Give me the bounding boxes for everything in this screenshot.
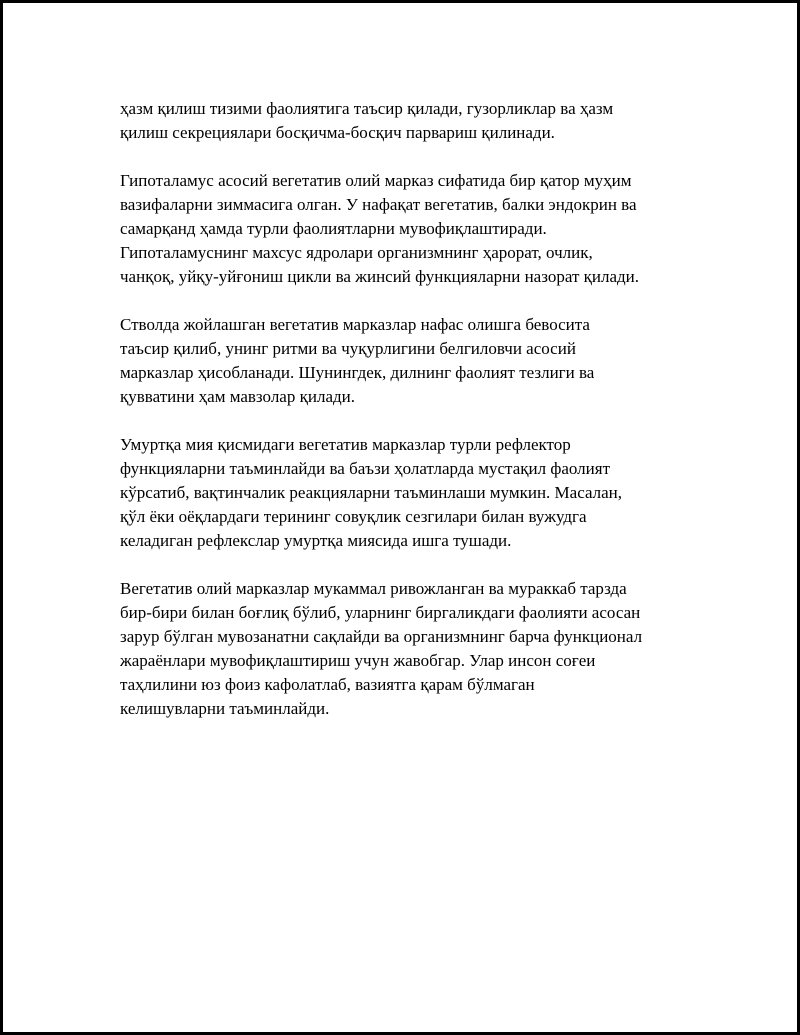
text-line: вазифаларни зиммасига олган. У нафақат вегетатив, балки эндокрин ва [120,195,637,214]
paragraph [120,313,695,409]
paragraph [120,169,695,289]
paragraph [120,433,695,553]
text-line: қўл ёки оёқлардаги терининг совуқлик сезгилари билан вужудга [120,507,587,526]
text-line: Стволда жойлашган вегетатив марказлар нафас олишга бевосита [120,315,590,334]
paragraph [120,97,695,145]
text-line: функцияларни таъминлайди ва баъзи ҳолатларда мустақил фаолият [120,459,610,478]
paragraph [120,577,695,721]
text-line: самарқанд ҳамда турли фаолиятларни мувофиқлаштиради. [120,219,547,238]
text-line: келадиган рефлекслар умуртқа миясида ишга тушади. [120,531,512,550]
document-body [120,97,695,745]
text-line: Вегетатив олий марказлар мукаммал ривожланган ва мураккаб тарзда [120,579,627,598]
text-line: Гипоталамуснинг махсус ядролари организмнинг ҳарорат, очлик, [120,243,593,262]
text-line: Умуртқа мия қисмидаги вегетатив марказлар турли рефлектор [120,435,571,454]
text-line: марказлар ҳисобланади. Шунингдек, дилнинг фаолият тезлиги ва [120,363,595,382]
text-line: қилиш секрециялари босқичма-босқич парвариш қилинади. [120,123,555,142]
text-line: таҳлилини юз фоиз кафолатлаб, вазиятга қарам бўлмаган [120,675,535,694]
text-line: чанқоқ, уйқу-уйғониш цикли ва жинсий функцияларни назорат қилади. [120,267,640,286]
text-line: келишувларни таъминлайди. [120,699,330,718]
text-line: таъсир қилиб, унинг ритми ва чуқурлигини белгиловчи асосий [120,339,576,358]
text-line: кўрсатиб, вақтинчалик реакцияларни таъминлаши мумкин. Масалан, [120,483,623,502]
text-line: ҳазм қилиш тизими фаолиятига таъсир қилади, гузорликлар ва ҳазм [120,99,614,118]
text-line: қувватини ҳам мавзолар қилади. [120,387,355,406]
text-line: бир-бири билан боғлиқ бўлиб, уларнинг биргаликдаги фаолияти асосан [120,603,641,622]
text-line: Гипоталамус асосий вегетатив олий марказ сифатида бир қатор муҳим [120,171,632,190]
text-line: жараёнлари мувофиқлаштириш учун жавобгар. Улар инсон соғеи [120,651,596,670]
text-line: зарур бўлган мувозанатни сақлайди ва организмнинг барча функционал [120,627,643,646]
